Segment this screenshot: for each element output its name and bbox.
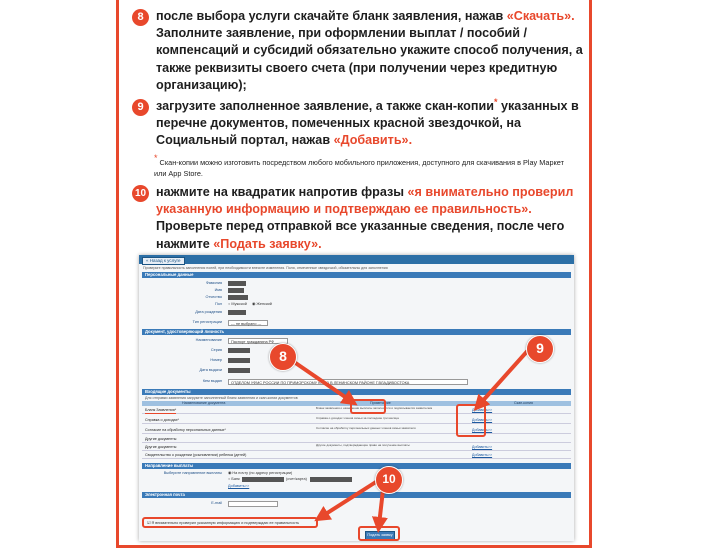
asterisk-icon: * (154, 153, 158, 163)
back-button[interactable]: « Назад к услуге (142, 257, 185, 265)
field-label: Номер (210, 358, 222, 362)
section-payment: Направление выплаты (142, 463, 571, 469)
payment-add-link[interactable]: Добавить>> (228, 484, 250, 488)
radio-post[interactable]: ◉ На почту (по адресу регистрации) (228, 471, 293, 475)
section-uploads: Входящие документы (142, 389, 571, 395)
section-personal: Персональные данные (142, 272, 571, 278)
section-email: Электронная почта (142, 492, 571, 498)
column-header: Наименование документа (182, 401, 226, 405)
doc-type-select[interactable]: Паспорт гражданина РФ (228, 338, 288, 344)
marker-8: 8 (269, 343, 297, 371)
field-label: Отчество (205, 295, 222, 299)
document-name: Справка о доходах* (145, 418, 179, 422)
add-link[interactable]: Добавить>> (472, 408, 493, 412)
arrow-9 (479, 347, 531, 405)
field-label: Дата выдачи (199, 368, 222, 372)
arrow-10-down (379, 490, 383, 525)
field-label: Дата рождения (195, 310, 222, 314)
footnote-text: Скан-копии можно изготовить посредством любого мобильного приложения, доступного для скачивания в Play Маркет или App Store. (154, 158, 564, 178)
field-label: Пол (215, 302, 222, 306)
doc-issuer-input[interactable]: ОТДЕЛОМ УФМС РОССИИ ПО ПРИМОРСКОМУ КРАЮ В ЛЕНИНСКОМ РАЙОНЕ Г.ВЛАДИВОСТОКА (228, 379, 468, 385)
portal-screenshot (139, 255, 574, 541)
step-number-badge: 8 (132, 9, 149, 26)
asterisk-icon: * (493, 96, 498, 107)
field-label: Тип регистрации (192, 320, 222, 324)
instruction-frame (116, 0, 592, 548)
confirm-checkbox[interactable]: ☑ Я внимательно проверил указанную информацию и подтверждаю ее правильность (147, 521, 300, 525)
step-text-part: Проверьте перед отправкой все указанные сведения, после чего нажмите (156, 219, 565, 251)
field-label: Имя (214, 288, 222, 292)
document-name: Другие документы (145, 445, 177, 449)
uploads-note: Для отправки заявления загрузите заполненный бланк заявления и скан-копии документов (145, 396, 298, 400)
column-header: Скан-копия (514, 401, 533, 405)
document-name: Свидетельство о рождении (усыновлении) ребенка (детей) (145, 453, 247, 457)
radio-bank[interactable]: ○ Банк (228, 477, 240, 481)
step-text-part: указанных в перечне документов, помеченных красной звездочкой, на Социальный портал, нажав (156, 99, 579, 148)
status-select[interactable]: --- не выбрано --- (228, 320, 268, 326)
submit-highlight: «Подать заявку». (213, 236, 322, 251)
add-link[interactable]: Добавить>> (472, 453, 493, 457)
radio-male[interactable]: ○ Мужской (228, 302, 247, 306)
radio-label: Банк (231, 477, 240, 481)
column-header: Примечание (370, 401, 391, 405)
add-highlight: «Добавить». (333, 133, 413, 148)
document-desc: Справка о доходах членов семьи за последние три месяца (316, 417, 399, 420)
radio-label: Мужской (231, 302, 247, 306)
step-text-part: после выбора услуги скачайте бланк заявления, нажав (156, 9, 504, 23)
add-link[interactable]: Добавить>> (472, 418, 493, 422)
section-document: Документ, удостоверяющий личность (142, 329, 571, 335)
arrow-overlay (139, 255, 574, 541)
step-text-part: загрузите заполненное заявление, а также скан-копии (156, 99, 494, 113)
step-text (156, 184, 588, 253)
bank-suffix: (счет/карта) (286, 477, 307, 481)
marker-10: 10 (375, 466, 403, 494)
field-label: Наименование (195, 338, 222, 342)
document-desc: Согласие на обработку персональных данных членов семьи заявителя (316, 427, 416, 430)
document-desc: Другие документы, подтверждающие право на получение выплаты (316, 444, 410, 447)
document-desc: Бланк заявления о назначении выплаты заполняется и подписывается заявителем (316, 407, 433, 410)
document-name: Бланк Заявления* (145, 408, 177, 412)
step-text (156, 8, 588, 94)
field-label: Серия (210, 348, 222, 352)
confirm-text: Я внимательно проверил указанную информацию и подтверждаю ее правильность (151, 521, 300, 525)
confirm-highlight: «я внимательно проверил указанную информацию и подтверждаю ее правильность». (156, 185, 574, 217)
arrow-10-left (321, 480, 379, 517)
download-highlight: «Скачать». (506, 9, 575, 23)
step-text-part: Заполните заявление, при оформлении выплат / пособий / компенсаций и субсидий обязательно укажите способ получения, а также реквизиты своего счета (при получении через кредитную организацию); (156, 26, 583, 92)
document-name: Другие документы (145, 437, 177, 441)
radio-female[interactable]: ◉ Женский (252, 302, 272, 306)
marker-9: 9 (526, 335, 554, 363)
add-link[interactable]: Добавить>> (472, 445, 493, 449)
radio-label: Женский (256, 302, 272, 306)
field-label: Фамилия (205, 281, 222, 285)
field-label: E-mail (211, 501, 222, 505)
document-name: Согласие на обработку персональных данных* (145, 428, 226, 432)
step-number-badge: 9 (132, 99, 149, 116)
footnote (154, 153, 574, 179)
step-text-part: нажмите на квадратик напротив фразы (156, 185, 404, 199)
step-number-badge: 10 (132, 185, 149, 202)
submit-button[interactable]: Подать заявку (365, 531, 395, 540)
radio-label: На почту (по адресу регистрации) (232, 471, 293, 475)
top-note: Проверьте правильность заполнения полей, при необходимости внесите изменения. Поля, отмеченные звездочкой, обязательны для заполнения (143, 266, 388, 270)
step-text (156, 98, 588, 150)
add-link[interactable]: Добавить>> (472, 428, 493, 432)
field-label: Кем выдан (202, 379, 222, 383)
field-label: Выберите направление выплаты (163, 471, 222, 475)
